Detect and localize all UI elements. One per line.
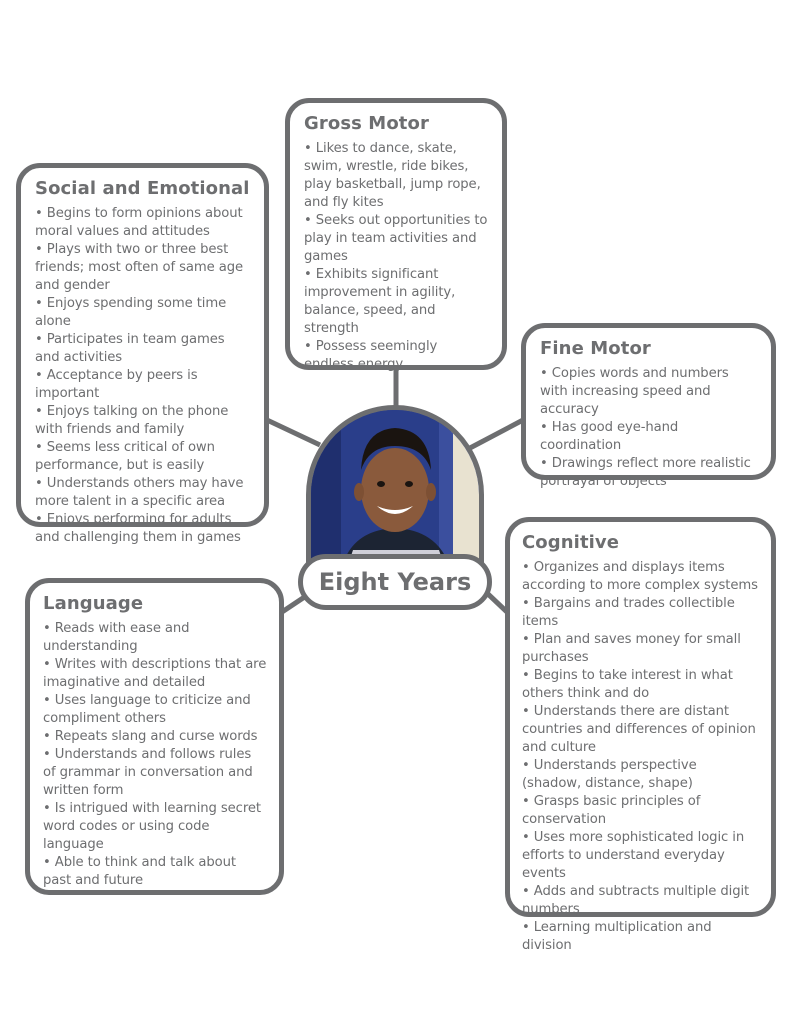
list-item: • Seeks out opportunities to play in team activities and games bbox=[304, 212, 490, 266]
social-emotional-box bbox=[16, 163, 269, 545]
list-item: • Repeats slang and curse words bbox=[43, 728, 267, 746]
list-item: • Able to think and talk about past and future bbox=[43, 854, 267, 890]
fine-motor-box bbox=[521, 323, 776, 489]
list-item: • Has good eye-hand coordination bbox=[540, 419, 759, 455]
cognitive-title: Cognitive bbox=[522, 532, 620, 553]
list-item: • Understands there are distant countries and differences of opinion and culture bbox=[522, 703, 759, 757]
list-item: • Seems less critical of own performance, but is easily bbox=[35, 439, 252, 475]
list-item: • Possess seemingly endless energy bbox=[304, 338, 490, 374]
gross-motor-list bbox=[304, 140, 490, 374]
list-item: • Reads with ease and understanding bbox=[43, 620, 267, 656]
gross-motor-box bbox=[285, 98, 507, 370]
list-item: • Learning multiplication and division bbox=[522, 919, 759, 955]
center-age-label: Eight Years bbox=[298, 554, 492, 610]
list-item: • Copies words and numbers with increasing speed and accuracy bbox=[540, 365, 759, 419]
list-item: • Likes to dance, skate, swim, wrestle, ride bikes, play basketball, jump rope, and fly kites bbox=[304, 140, 490, 212]
list-item: • Organizes and displays items according to more complex systems bbox=[522, 559, 759, 595]
list-item: • Plan and saves money for small purchases bbox=[522, 631, 759, 667]
list-item: • Plays with two or three best friends; most often of same age and gender bbox=[35, 241, 252, 295]
list-item: • Uses more sophisticated logic in efforts to understand everyday events bbox=[522, 829, 759, 883]
language-title: Language bbox=[43, 593, 144, 614]
language-list bbox=[43, 620, 267, 890]
list-item: • Drawings reflect more realistic portrayal of objects bbox=[540, 455, 759, 491]
fine-motor-list bbox=[540, 365, 759, 491]
social-emotional-title: Social and Emotional bbox=[35, 178, 250, 199]
list-item: • Bargains and trades collectible items bbox=[522, 595, 759, 631]
list-item: • Understands others may have more talent in a specific area bbox=[35, 475, 252, 511]
language-box bbox=[25, 578, 284, 895]
list-item: • Grasps basic principles of conservation bbox=[522, 793, 759, 829]
social-emotional-list bbox=[35, 205, 252, 547]
list-item: • Enjoys spending some time alone bbox=[35, 295, 252, 331]
list-item: • Enjoys talking on the phone with friends and family bbox=[35, 403, 252, 439]
list-item: • Adds and subtracts multiple digit numbers bbox=[522, 883, 759, 919]
connector-fine-motor bbox=[470, 420, 523, 448]
list-item: • Is intrigued with learning secret word codes or using code language bbox=[43, 800, 267, 854]
list-item: • Acceptance by peers is important bbox=[35, 367, 252, 403]
fine-motor-title: Fine Motor bbox=[540, 338, 651, 359]
list-item: • Understands and follows rules of grammar in conversation and written form bbox=[43, 746, 267, 800]
cognitive-list bbox=[522, 559, 759, 955]
list-item: • Begins to take interest in what others think and do bbox=[522, 667, 759, 703]
gross-motor-title: Gross Motor bbox=[304, 113, 429, 134]
list-item: • Uses language to criticize and compliment others bbox=[43, 692, 267, 728]
list-item: • Writes with descriptions that are imaginative and detailed bbox=[43, 656, 267, 692]
list-item: • Participates in team games and activities bbox=[35, 331, 252, 367]
cognitive-box bbox=[505, 517, 776, 953]
list-item: • Understands perspective (shadow, distance, shape) bbox=[522, 757, 759, 793]
list-item: • Exhibits significant improvement in agility, balance, speed, and strength bbox=[304, 266, 490, 338]
list-item: • Enjoys performing for adults and challenging them in games bbox=[35, 511, 252, 547]
connector-social-emotional bbox=[267, 420, 320, 445]
list-item: • Begins to form opinions about moral values and attitudes bbox=[35, 205, 252, 241]
